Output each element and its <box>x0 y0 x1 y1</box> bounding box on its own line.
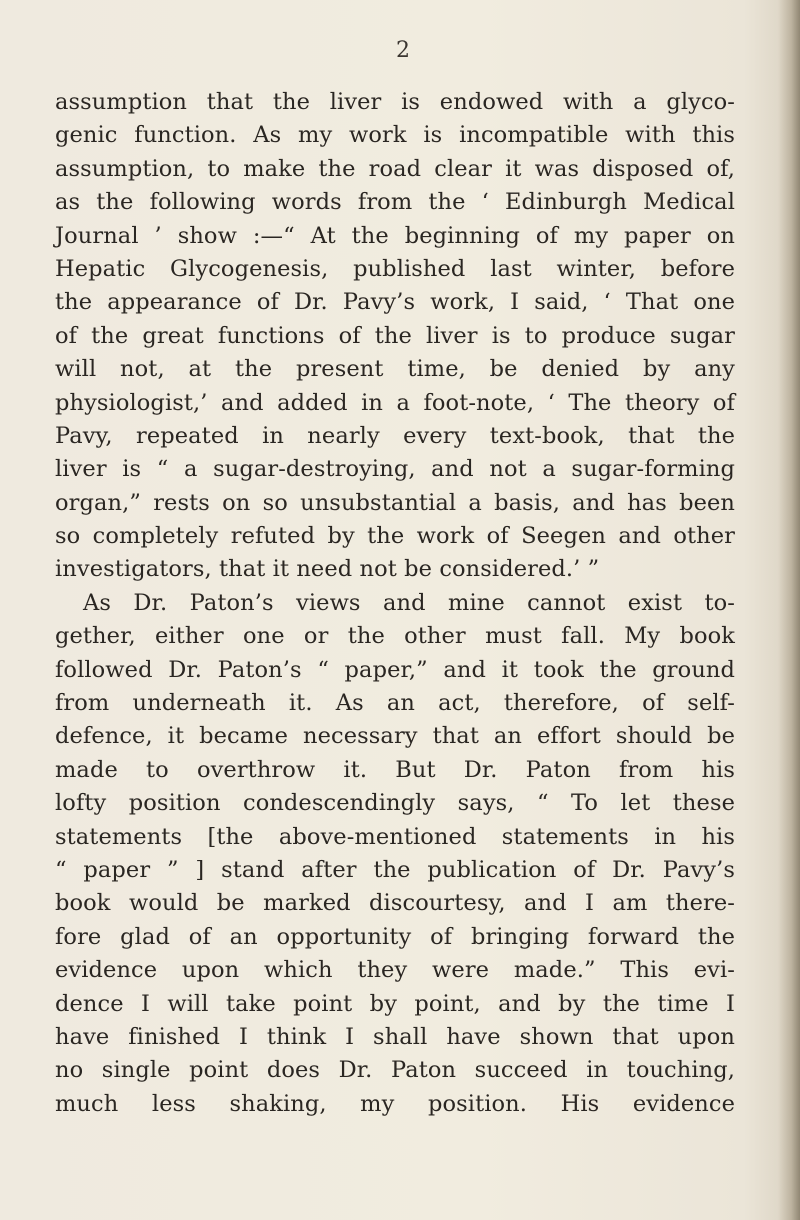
text-line: will not, at the present time, be denied by any <box>55 356 735 383</box>
page-number: 2 <box>396 38 410 63</box>
text-line: Journal ’ show :—“ At the beginning of my paper on <box>55 222 735 249</box>
text-line: as the following words from the ‘ Edinburgh Medical <box>55 189 735 216</box>
text-line: lofty position condescendingly says, “ To let these <box>55 790 735 817</box>
paragraph-start-line: As Dr. Paton’s views and mine cannot exist to- <box>83 589 735 616</box>
text-line: physiologist,’ and added in a foot-note, ‘ The theory of <box>55 389 735 416</box>
text-line: the appearance of Dr. Pavy’s work, I said, ‘ That one <box>55 289 735 316</box>
text-line: book would be marked discourtesy, and I am there- <box>55 890 735 917</box>
text-line: made to overthrow it. But Dr. Paton from his <box>55 756 735 783</box>
text-line: genic function. As my work is incompatible with this <box>55 122 735 149</box>
text-line: Hepatic Glycogenesis, published last winter, before <box>55 255 735 282</box>
text-line: statements [the above-mentioned statements in his <box>55 823 735 850</box>
text-line: Pavy, repeated in nearly every text-book, that the <box>55 422 735 449</box>
text-line: no single point does Dr. Paton succeed in touching, <box>55 1057 735 1084</box>
text-line: organ,” rests on so unsubstantial a basis, and has been <box>55 489 735 516</box>
body-text <box>55 86 735 1121</box>
paragraph-end-line: investigators, that it need not be considered.’ ” <box>55 556 600 583</box>
text-line: much less shaking, my position. His evidence <box>55 1090 735 1117</box>
text-line: fore glad of an opportunity of bringing forward the <box>55 923 735 950</box>
text-line: followed Dr. Paton’s “ paper,” and it took the ground <box>55 656 735 683</box>
text-line: evidence upon which they were made.” This evi- <box>55 957 735 984</box>
text-line: “ paper ” ] stand after the publication of Dr. Pavy’s <box>55 856 735 883</box>
text-line: gether, either one or the other must fall. My book <box>55 623 735 650</box>
text-line: assumption that the liver is endowed with a glyco- <box>55 89 735 115</box>
text-line: liver is “ a sugar-destroying, and not a sugar-forming <box>55 456 735 483</box>
text-line: defence, it became necessary that an effort should be <box>55 723 735 750</box>
page-edge-shadow <box>778 0 800 1220</box>
text-line: have finished I think I shall have shown that upon <box>55 1023 735 1050</box>
text-line: from underneath it. As an act, therefore, of self- <box>55 690 735 717</box>
text-line: of the great functions of the liver is to produce sugar <box>55 322 735 349</box>
text-line: dence I will take point by point, and by the time I <box>55 990 735 1017</box>
text-line: so completely refuted by the work of Seegen and other <box>55 523 735 550</box>
text-line: assumption, to make the road clear it was disposed of, <box>55 155 735 182</box>
